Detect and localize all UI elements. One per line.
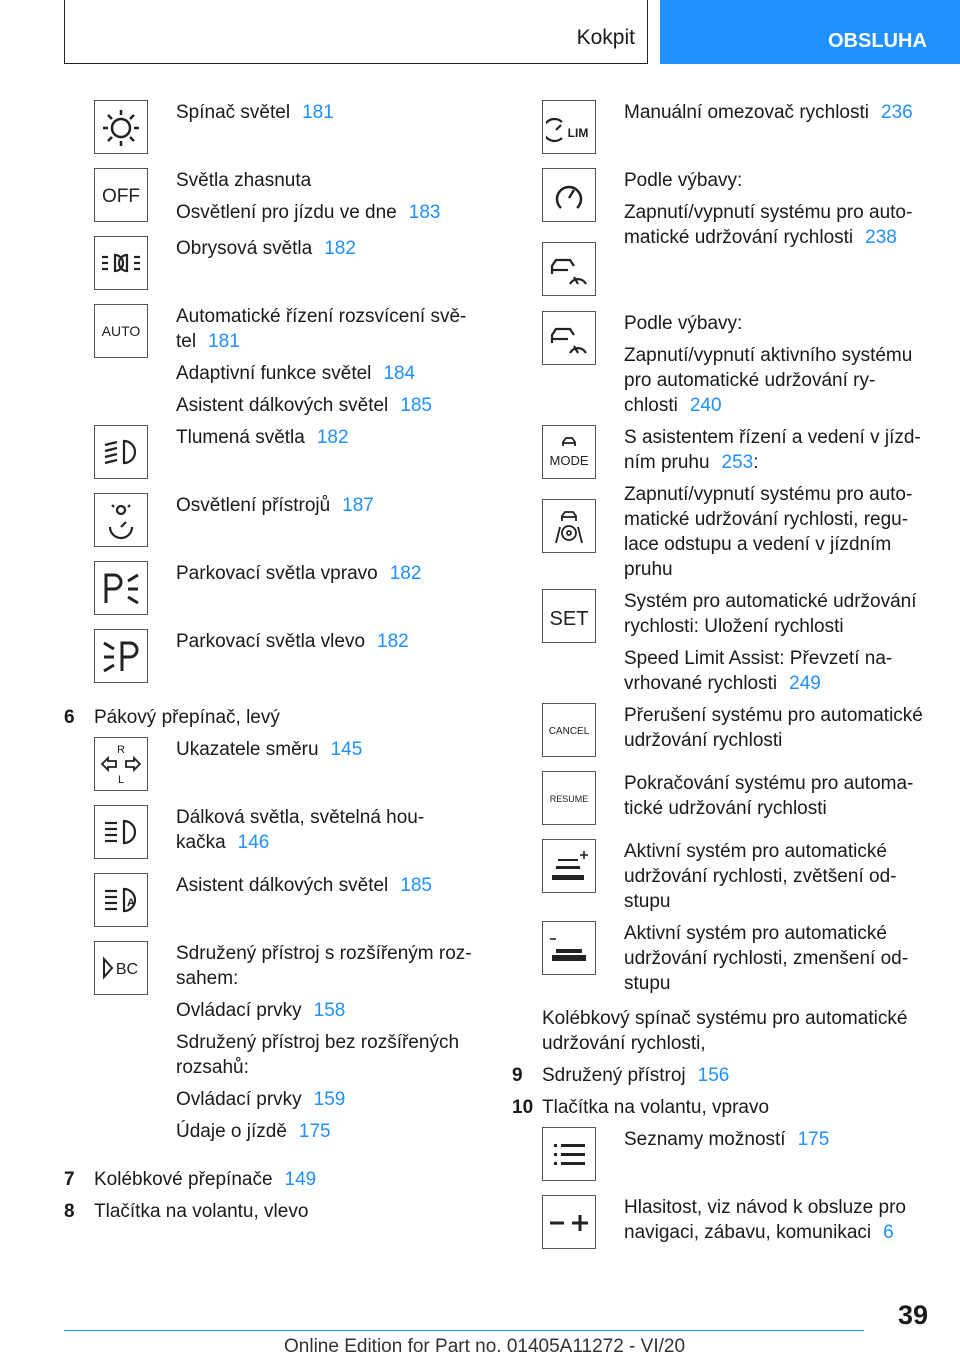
svg-text:RESUME: RESUME: [549, 794, 589, 804]
equipment-label-2: Podle výbavy:: [624, 313, 743, 334]
distance-increase-icon: [542, 839, 596, 893]
limiter-label: Manuální omezovač rychlosti: [624, 102, 869, 123]
item-number: 7: [64, 1169, 75, 1190]
item-distance-plus: [512, 839, 932, 921]
controls-page-link-1[interactable]: 158: [313, 1000, 346, 1021]
highbeam-assist-label: Asistent dálkových světel: [176, 395, 389, 416]
rocker-cc-label: Kolébkový spínač systému pro automatické udržování rychlosti,: [542, 1008, 908, 1054]
page-number: 39: [897, 1300, 928, 1330]
cluster-ext-label: Sdružený přístroj s rozšířeným roz-sahem:: [176, 943, 472, 989]
cluster-label: Sdružený přístroj: [542, 1065, 686, 1086]
daytime-page-link[interactable]: 183: [408, 202, 441, 223]
options-page-link[interactable]: 175: [797, 1129, 830, 1150]
acc-vehicle-icon: [542, 242, 596, 296]
parking-lights-page-link[interactable]: 182: [324, 238, 356, 259]
svg-text:R: R: [117, 744, 125, 756]
acc-toggle-icon: [542, 311, 596, 365]
item-resume: [512, 771, 932, 839]
item-set: [512, 589, 932, 703]
section-title: Kokpit: [576, 26, 635, 49]
park-right-icon: [94, 561, 148, 615]
wheel-left-label: Tlačítka na volantu, vlevo: [94, 1201, 309, 1222]
svg-text:BC: BC: [115, 961, 139, 978]
park-left-icon: [94, 629, 148, 683]
lane-toggle-label: Zapnutí/vypnutí systému pro auto-matické udržování rychlosti, regu-lace odstupu a vedení v jízdním pruhu: [624, 484, 913, 580]
park-left-page-link[interactable]: 182: [377, 631, 409, 652]
rocker-page-link[interactable]: 149: [284, 1169, 317, 1190]
off-icon: [94, 168, 148, 222]
auto-lights-label: Automatické řízení rozsvícení svě-tel: [176, 306, 467, 352]
svg-text:MODE: MODE: [549, 453, 589, 468]
park-right-page-link[interactable]: 182: [389, 563, 422, 584]
lights-off-label: Světla zhasnuta: [176, 170, 312, 191]
controls-label-1: Ovládací prvky: [176, 1000, 302, 1021]
trip-label: Údaje o jízdě: [176, 1121, 287, 1142]
footer-divider: [64, 1330, 864, 1331]
light-switch-icon: [94, 100, 148, 154]
low-beam-icon: [94, 425, 148, 479]
auto-lights-page-link[interactable]: 181: [208, 331, 240, 352]
cc-toggle-label: Zapnutí/vypnutí systému pro auto-matické udržování rychlosti: [624, 202, 913, 248]
low-beam-label: Tlumená světla: [176, 427, 305, 448]
park-right-label: Parkovací světla vpravo: [176, 563, 378, 584]
item-park-right: [64, 561, 474, 629]
lever-label: Pákový přepínač, levý: [94, 707, 280, 728]
speed-limit-assist-label: Speed Limit Assist: Převzetí na-vrhované rychlosti: [624, 648, 893, 694]
high-beam-icon: [94, 805, 148, 859]
speed-limiter-icon: [542, 100, 596, 154]
low-beam-page-link[interactable]: 182: [316, 427, 349, 448]
distance-minus-label: Aktivní systém pro automatické udržování rychlosti, zmenšení od-stupu: [624, 923, 909, 994]
limiter-page-link[interactable]: 236: [881, 102, 913, 123]
item-options: [512, 1127, 932, 1195]
park-left-label: Parkovací světla vlevo: [176, 631, 366, 652]
mode-icon: [542, 425, 596, 479]
high-beam-assist-icon: [94, 873, 148, 927]
adaptive-label: Adaptivní funkce světel: [176, 363, 372, 384]
lane-assist-colon: :: [753, 452, 759, 473]
cluster-no-ext-label: Sdružený přístroj bez rozšířených rozsahů:: [176, 1032, 460, 1078]
high-beam-assist-label-2: Asistent dálkových světel: [176, 875, 389, 896]
item-cruise-control: [512, 168, 932, 311]
item-cancel: [512, 703, 932, 771]
set-icon: [542, 589, 596, 643]
cc-toggle-page-link[interactable]: 238: [865, 227, 897, 248]
high-beam-label: Dálková světla, světelná hou-kačka: [176, 807, 425, 853]
instrument-lighting-icon: [94, 493, 148, 547]
volume-label: Hlasitost, viz návod k obsluze pro navigaci, zábavu, komunikaci: [624, 1197, 906, 1243]
acc-toggle-label: Zapnutí/vypnutí aktivního systému pro automatické udržování ry-chlosti: [624, 345, 913, 416]
item-number: 6: [64, 707, 75, 728]
item-10: [512, 1095, 932, 1120]
item-turn-signals: [64, 737, 474, 805]
edition-footer: Online Edition for Part no. 01405A11272 - VI/20: [284, 1336, 686, 1357]
item-acc: [512, 311, 932, 425]
item-volume: [512, 1195, 932, 1263]
controls-label-2: Ovládací prvky: [176, 1089, 302, 1110]
volume-plus-minus-icon: [542, 1195, 596, 1249]
item-instrument-lighting: [64, 493, 474, 561]
lane-steering-icon: [542, 499, 596, 553]
item-number: 9: [512, 1065, 523, 1086]
lane-assist-label: S asistentem řízení a vedení v jízd-ním pruhu: [624, 427, 921, 473]
high-beam-assist-page-link-2[interactable]: 185: [400, 875, 432, 896]
item-9: [512, 1063, 932, 1088]
svg-text:SET: SET: [549, 608, 589, 630]
controls-page-link-2[interactable]: 159: [313, 1089, 346, 1110]
acc-toggle-page-link[interactable]: 240: [689, 395, 722, 416]
adaptive-page-link[interactable]: 184: [383, 363, 416, 384]
header-frame: [64, 0, 648, 64]
instrument-lighting-label: Osvětlení přístrojů: [176, 495, 331, 516]
item-distance-minus: [512, 921, 932, 1006]
svg-text:L: L: [117, 774, 125, 786]
item-number: 8: [64, 1201, 75, 1222]
turn-signals-page-link[interactable]: 145: [330, 739, 363, 760]
instrument-lighting-page-link[interactable]: 187: [342, 495, 374, 516]
item-8: [64, 1199, 474, 1224]
light-switch-page-link[interactable]: 181: [302, 102, 334, 123]
item-bc: [64, 941, 474, 1167]
svg-text:OFF: OFF: [102, 186, 140, 207]
item-high-beam-assist: [64, 873, 474, 941]
equipment-label-1: Podle výbavy:: [624, 170, 743, 191]
svg-text:LIM: LIM: [567, 126, 589, 140]
cluster-page-link[interactable]: 156: [697, 1065, 730, 1086]
svg-text:CANCEL: CANCEL: [548, 726, 590, 737]
svg-text:AUTO: AUTO: [101, 323, 141, 339]
svg-text:A: A: [127, 897, 135, 909]
item-parking-lights: [64, 236, 474, 304]
set-label: Systém pro automatické udržování rychlosti: Uložení rychlosti: [624, 591, 917, 637]
parking-lights-label: Obrysová světla: [176, 238, 313, 259]
rocker-label: Kolébkové přepínače: [94, 1169, 273, 1190]
wheel-right-label: Tlačítka na volantu, vpravo: [542, 1097, 770, 1118]
item-park-left: [64, 629, 474, 705]
item-lane-assist: [512, 425, 932, 589]
item-light-switch: [64, 100, 474, 168]
item-limiter: [512, 100, 932, 168]
cancel-icon: [542, 703, 596, 757]
light-switch-label: Spínač světel: [176, 102, 291, 123]
distance-decrease-icon: [542, 921, 596, 975]
parking-lights-icon: [94, 236, 148, 290]
distance-plus-label: Aktivní systém pro automatické udržování rychlosti, zvětšení od-stupu: [624, 841, 897, 912]
high-beam-page-link[interactable]: 146: [237, 832, 270, 853]
chapter-tab[interactable]: OBSLUHA: [660, 0, 960, 64]
item-6: [64, 705, 474, 730]
list-icon: [542, 1127, 596, 1181]
daytime-label: Osvětlení pro jízdu ve dne: [176, 202, 397, 223]
volume-page-link[interactable]: 6: [883, 1222, 894, 1243]
cruise-control-icon: [542, 168, 596, 222]
lane-assist-page-link[interactable]: 253: [721, 452, 754, 473]
auto-icon: [94, 304, 148, 358]
item-auto-lights: [64, 304, 474, 425]
item-lights-off: [64, 168, 474, 236]
item-high-beam: [64, 805, 474, 873]
item-low-beam: [64, 425, 474, 493]
turn-signal-icon: [94, 737, 148, 791]
options-label: Seznamy možností: [624, 1129, 786, 1150]
bc-icon: [94, 941, 148, 995]
turn-signals-label: Ukazatele směru: [176, 739, 319, 760]
resume-label: Pokračování systému pro automa-tické udržování rychlosti: [624, 773, 914, 819]
resume-icon: [542, 771, 596, 825]
right-column: [512, 100, 932, 1263]
highbeam-assist-page-link[interactable]: 185: [400, 395, 432, 416]
item-7: [64, 1167, 474, 1192]
trip-page-link[interactable]: 175: [298, 1121, 331, 1142]
item-number: 10: [512, 1097, 534, 1118]
speed-limit-assist-page-link[interactable]: 249: [789, 673, 821, 694]
left-column: [64, 100, 474, 1231]
cancel-label: Přerušení systému pro automatické udržování rychlosti: [624, 705, 923, 751]
